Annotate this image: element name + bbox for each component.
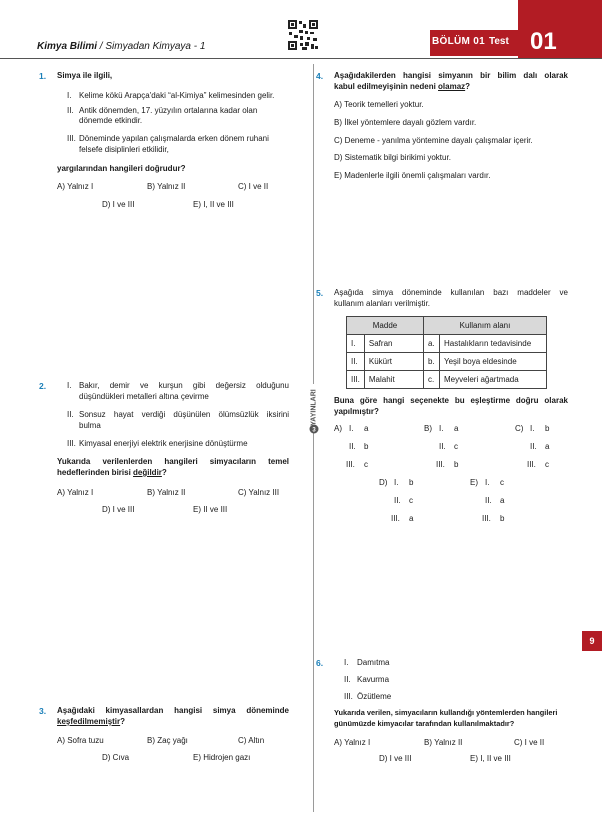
table-cell-alan: Hastalıkların tedavisinde: [440, 335, 547, 353]
topic-name: Simyadan Kimyaya - 1: [105, 41, 206, 52]
q3-option-e[interactable]: E) Hidrojen gazı: [193, 753, 251, 762]
q4-option-c[interactable]: C) Deneme - yanılma yöntemine dayalı çalışmalar içerir.: [334, 136, 533, 145]
pair-roman: II.: [485, 496, 492, 505]
q2-question-emphasis: değildir: [133, 468, 162, 477]
header-divider: [0, 58, 602, 59]
option-label: E): [470, 478, 478, 487]
q5-question-cont: yapılmıştır?: [334, 407, 379, 416]
q2-item-3-text: Kimyasal enerjiyi elektrik enerjisine dönüştürme: [79, 439, 248, 448]
pair-letter: c: [545, 460, 549, 469]
pair-roman: II.: [394, 496, 401, 505]
publisher-name-vertical: YAYINLARI: [310, 389, 318, 426]
q4-question-emphasis: olamaz: [438, 82, 466, 91]
q6-option-e[interactable]: E) I, II ve III: [470, 754, 511, 763]
pair-letter: c: [409, 496, 413, 505]
q2-option-d[interactable]: D) I ve III: [102, 505, 135, 514]
q2-option-e[interactable]: E) II ve III: [193, 505, 228, 514]
q6-number: 6.: [316, 658, 324, 668]
table-cell-letter: b.: [424, 353, 440, 371]
test-label: Test: [489, 36, 509, 47]
q4-option-d[interactable]: D) Sistematik bilgi birikimi yoktur.: [334, 153, 451, 162]
q4-question: Aşağıdakilerden hangisi simyanın bir bilim dalı olarak: [334, 71, 568, 80]
table-cell-letter: a.: [424, 335, 440, 353]
table-row: [347, 353, 547, 371]
table-cell-alan: Meyveleri ağartmada: [440, 371, 547, 389]
pair-roman: I.: [439, 424, 444, 433]
q6-question-cont: günümüzde kimyacılar tarafından kullanılmaktadır?: [334, 719, 515, 728]
pair-letter: a: [545, 442, 550, 451]
q6-item-1-text: Damıtma: [357, 658, 390, 667]
q1-item-1-text: Kelime kökü Arapça'daki “al-Kimiya” kelimesinden gelir.: [79, 91, 275, 100]
column-divider-top: [313, 64, 314, 384]
title-separator: /: [97, 41, 106, 52]
pair-letter: a: [409, 514, 414, 523]
q3-option-c[interactable]: C) Altın: [238, 736, 265, 745]
pair-letter: b: [500, 514, 505, 523]
table-cell-madde: Safran: [364, 335, 423, 353]
q2-item-1-text: Bakır, demir ve kurşun gibi değersiz olduğunu: [79, 381, 289, 390]
q1-item-2-text-cont: dönemde etkindir.: [79, 116, 143, 125]
q3-option-a[interactable]: A) Sofra tuzu: [57, 736, 104, 745]
q5-question: Buna göre hangi seçenekte bu eşleştirme doğru olarak: [334, 396, 568, 405]
q3-question-mark: ?: [120, 717, 126, 726]
q6-item-2-text: Kavurma: [357, 675, 390, 684]
pair-roman: I.: [485, 478, 490, 487]
pair-letter: c: [500, 478, 504, 487]
q1-number: 1.: [39, 71, 47, 81]
table-cell-letter: c.: [424, 371, 440, 389]
pair-letter: b: [454, 460, 459, 469]
pair-letter: c: [454, 442, 458, 451]
q3-question: Aşağıdaki kimyasallardan hangisi simya döneminde: [57, 706, 289, 715]
pair-letter: b: [364, 442, 369, 451]
table-cell-madde: Malahit: [364, 371, 423, 389]
q2-option-a[interactable]: A) Yalnız I: [57, 488, 94, 497]
pair-roman: II.: [349, 442, 356, 451]
table-row: [347, 335, 547, 353]
pair-roman: III.: [391, 514, 400, 523]
q2-number: 2.: [39, 381, 47, 391]
q3-question-cont: [57, 717, 125, 727]
table-cell-roman: II.: [347, 353, 365, 371]
pair-letter: a: [364, 424, 369, 433]
q1-option-b[interactable]: B) Yalnız II: [147, 182, 186, 191]
q2-item-2-text: Sonsuz hayat verdiği düşünülen ölümsüzlük iksirini: [79, 410, 289, 419]
test-number: 01: [530, 28, 557, 55]
q1-question: yargılarından hangileri doğrudur?: [57, 164, 186, 173]
q1-option-d[interactable]: D) I ve III: [102, 200, 135, 209]
q1-stem: Simya ile ilgili,: [57, 71, 113, 80]
pair-roman: III.: [436, 460, 445, 469]
q1-item-3-roman: III.: [67, 134, 76, 143]
table-header-alan: Kullanım alanı: [424, 317, 547, 335]
q1-option-e[interactable]: E) I, II ve III: [193, 200, 234, 209]
q2-question-mark: ?: [161, 468, 167, 477]
table-row: [347, 371, 547, 389]
table-cell-alan: Yeşil boya eldesinde: [440, 353, 547, 371]
page-number: 9: [582, 631, 602, 651]
q5-matching-table: [346, 316, 547, 389]
pair-roman: I.: [530, 424, 535, 433]
q6-question: Yukarıda verilen, simyacıların kullandığı yöntemlerden hangileri: [334, 708, 558, 717]
q3-option-d[interactable]: D) Cıva: [102, 753, 130, 762]
svg-text:3: 3: [312, 427, 316, 434]
pair-roman: III.: [346, 460, 355, 469]
q2-question-cont: [57, 468, 167, 478]
table-cell-madde: Kükürt: [364, 353, 423, 371]
q1-option-c[interactable]: C) I ve II: [238, 182, 269, 191]
q4-question-cont-pre: kabul edilmeyişinin nedeni: [334, 82, 439, 91]
header-title: [37, 41, 205, 52]
pair-roman: II.: [439, 442, 446, 451]
q6-option-a[interactable]: A) Yalnız I: [334, 738, 371, 747]
section-label: BÖLÜM 01: [432, 36, 485, 47]
q6-item-3-text: Özütleme: [357, 692, 392, 701]
q2-item-3-roman: III.: [67, 439, 76, 448]
pair-roman: III.: [527, 460, 536, 469]
q2-option-b[interactable]: B) Yalnız II: [147, 488, 186, 497]
q6-item-3-roman: III.: [344, 692, 353, 701]
pair-roman: III.: [482, 514, 491, 523]
option-label: C): [515, 424, 524, 433]
q5-number: 5.: [316, 288, 324, 298]
option-label: D): [379, 478, 388, 487]
q6-item-2-roman: II.: [344, 675, 351, 684]
q6-option-c[interactable]: C) I ve II: [514, 738, 545, 747]
column-divider-bottom: [313, 432, 314, 812]
q2-item-1-roman: I.: [67, 381, 72, 390]
q2-option-c[interactable]: C) Yalnız III: [238, 488, 280, 497]
option-label: B): [424, 424, 432, 433]
table-cell-roman: I.: [347, 335, 365, 353]
q4-number: 4.: [316, 71, 324, 81]
qr-code-icon[interactable]: [287, 19, 319, 51]
pair-roman: II.: [530, 442, 537, 451]
pair-roman: I.: [349, 424, 354, 433]
q2-question-cont-pre: hedeflerinden birisi: [57, 468, 134, 477]
q3-option-b[interactable]: B) Zaç yağı: [147, 736, 188, 745]
q4-question-cont: [334, 82, 470, 92]
option-label: A): [334, 424, 342, 433]
q5-stem-cont: kullanım alanları verilmiştir.: [334, 299, 431, 308]
q1-item-2-text: Antik dönemden, 17. yüzyılın ortalarına kadar olan: [79, 106, 258, 115]
q6-option-b[interactable]: B) Yalnız II: [424, 738, 463, 747]
table-cell-roman: III.: [347, 371, 365, 389]
q4-question-mark: ?: [465, 82, 471, 91]
pair-letter: a: [500, 496, 505, 505]
q4-option-e[interactable]: E) Madenlerle ilgili önemli çalışmaları vardır.: [334, 171, 491, 180]
q3-number: 3.: [39, 706, 47, 716]
q4-option-a[interactable]: A) Teorik temelleri yoktur.: [334, 100, 424, 109]
q1-option-a[interactable]: A) Yalnız I: [57, 182, 94, 191]
q1-item-1-roman: I.: [67, 91, 72, 100]
q4-option-b[interactable]: B) İlkel yöntemlere dayalı gözlem vardır.: [334, 118, 477, 127]
q6-item-1-roman: I.: [344, 658, 349, 667]
pair-letter: c: [364, 460, 368, 469]
table-header-row: [347, 317, 547, 335]
pair-letter: b: [409, 478, 414, 487]
q6-option-d[interactable]: D) I ve III: [379, 754, 412, 763]
q2-item-2-roman: II.: [67, 410, 74, 419]
pair-roman: I.: [394, 478, 399, 487]
subject-name: Kimya Bilimi: [37, 41, 98, 52]
pair-letter: b: [545, 424, 550, 433]
q1-item-2-roman: II.: [67, 106, 74, 115]
q2-item-2-text-cont: bulma: [79, 421, 101, 430]
pair-letter: a: [454, 424, 459, 433]
q3-question-emphasis: keşfedilmemiştir: [57, 717, 121, 726]
q1-item-3-text-cont: felsefe disiplinleri etkilidir,: [79, 145, 169, 154]
q2-question: Yukarıda verilenlerden hangileri simyacıların temel: [57, 457, 289, 466]
table-header-madde: Madde: [347, 317, 424, 335]
q1-item-3-text: Döneminde yapılan çalışmalarda erken dönem ruhani: [79, 134, 269, 143]
q2-item-1-text-cont: düşündükleri metalleri altına çevirme: [79, 392, 209, 401]
q5-stem: Aşağıda simya döneminde kullanılan bazı maddeler ve: [334, 288, 568, 297]
